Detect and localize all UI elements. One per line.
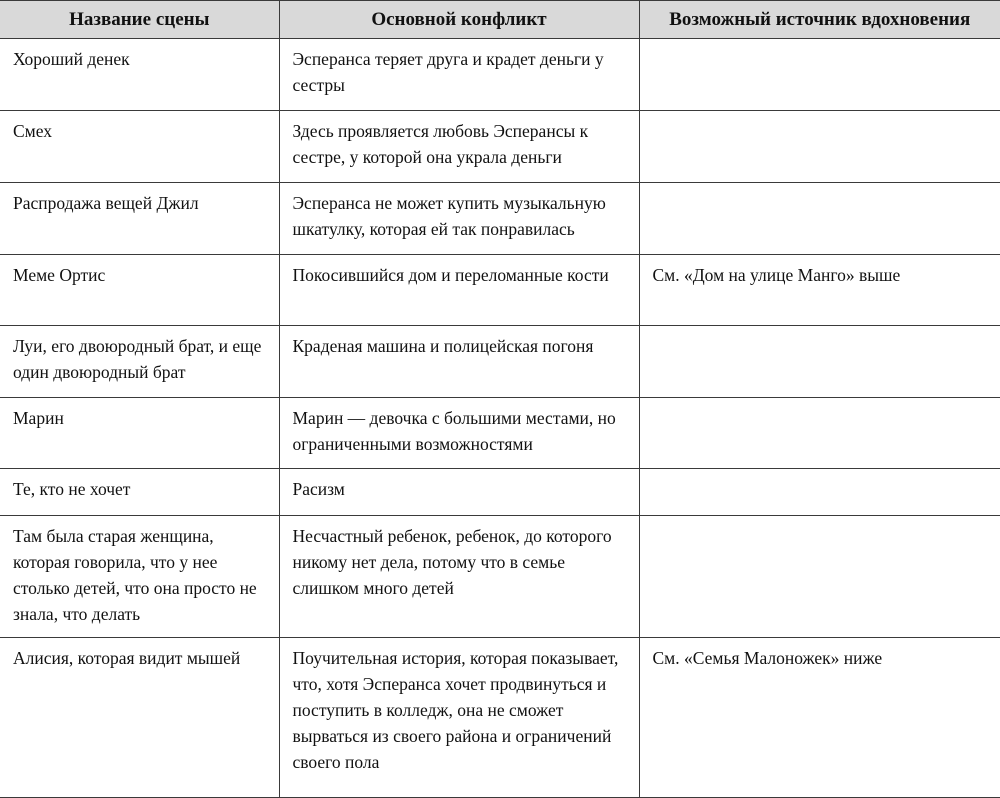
table-row	[0, 39, 1000, 111]
scene-cell: Там была старая женщина, которая говорила, что у нее столько детей, что она просто не знала, что делать	[0, 516, 279, 638]
conflict-cell: Расизм	[279, 469, 639, 516]
header-scene: Название сцены	[0, 1, 279, 39]
source-cell	[639, 183, 1000, 255]
conflict-cell: Эсперанса теряет друга и крадет деньги у сестры	[279, 39, 639, 111]
table-row	[0, 398, 1000, 469]
conflict-cell: Марин — девочка с большими местами, но ограниченными возможностями	[279, 398, 639, 469]
table-row	[0, 469, 1000, 516]
source-cell	[639, 39, 1000, 111]
table-row	[0, 111, 1000, 183]
table-row	[0, 255, 1000, 326]
header-source: Возможный источник вдохновения	[639, 1, 1000, 39]
scene-cell: Луи, его двоюродный брат, и еще один двоюродный брат	[0, 326, 279, 398]
table-row	[0, 183, 1000, 255]
header-conflict: Основной конфликт	[279, 1, 639, 39]
scene-cell: Алисия, которая видит мышей	[0, 638, 279, 798]
conflict-cell: Несчастный ребенок, ребенок, до которого никому нет дела, потому что в семье слишком много детей	[279, 516, 639, 638]
conflict-cell: Здесь проявляется любовь Эсперансы к сестре, у которой она украла деньги	[279, 111, 639, 183]
scene-cell: Марин	[0, 398, 279, 469]
conflict-cell: Покосившийся дом и переломанные кости	[279, 255, 639, 326]
scene-cell: Смех	[0, 111, 279, 183]
conflict-cell: Эсперанса не может купить музыкальную шкатулку, которая ей так понравилась	[279, 183, 639, 255]
conflict-cell: Краденая машина и полицейская погоня	[279, 326, 639, 398]
source-cell	[639, 111, 1000, 183]
source-cell	[639, 398, 1000, 469]
conflict-cell: Поучительная история, которая показывает, что, хотя Эсперанса хочет продвинуться и поступить в колледж, она не сможет вырваться из своего района и ограничений своего пола	[279, 638, 639, 798]
scene-cell: Меме Ортис	[0, 255, 279, 326]
table-row	[0, 326, 1000, 398]
source-cell	[639, 326, 1000, 398]
scene-cell: Распродажа вещей Джил	[0, 183, 279, 255]
source-cell	[639, 516, 1000, 638]
scene-cell: Те, кто не хочет	[0, 469, 279, 516]
source-cell: См. «Семья Малоножек» ниже	[639, 638, 1000, 798]
table-row	[0, 516, 1000, 638]
table-row	[0, 638, 1000, 798]
source-cell: См. «Дом на улице Манго» выше	[639, 255, 1000, 326]
source-cell	[639, 469, 1000, 516]
header-row	[0, 1, 1000, 39]
scene-cell: Хороший денек	[0, 39, 279, 111]
